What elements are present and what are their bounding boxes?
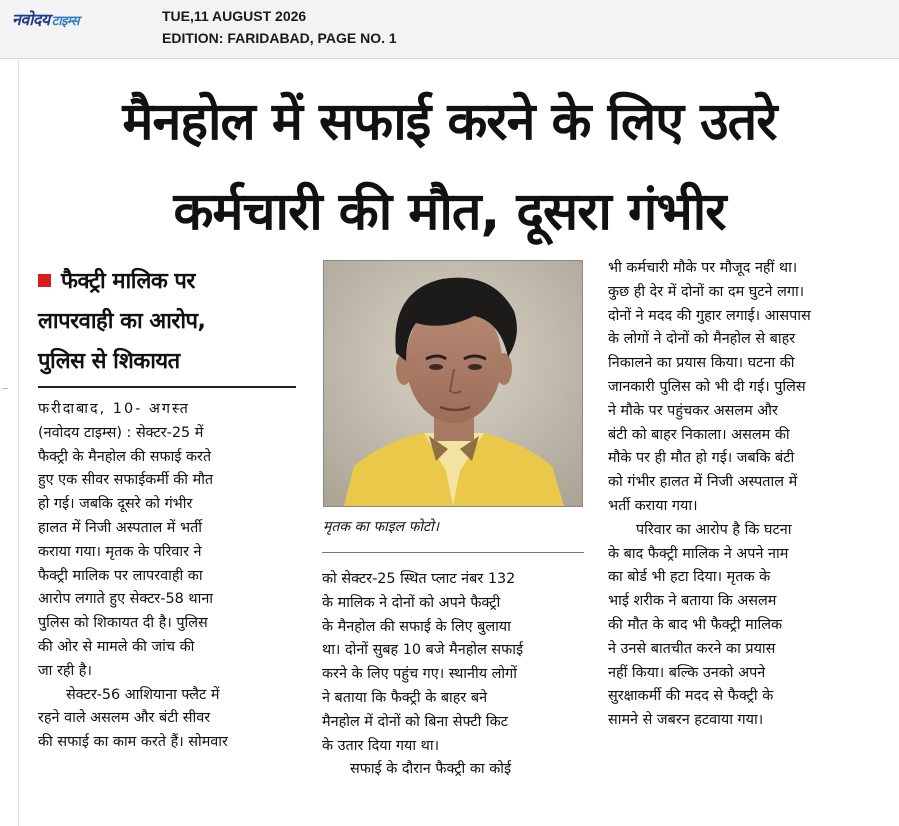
article-line: भर्ती कराया गया। [608, 497, 698, 514]
article-line: का बोर्ड भी हटा दिया। मृतक के [608, 569, 771, 586]
article-line: सामने से जबरन हटवाया गया। [608, 712, 764, 729]
edition-info: EDITION: FARIDABAD, PAGE NO. 1 [162, 30, 397, 46]
article-line: (नवोदय टाइम्स) : सेक्टर-25 में [38, 424, 204, 441]
article-line: नहीं किया। बल्कि उनको अपने [608, 664, 766, 681]
article-line: था। दोनों सुबह 10 बजे मैनहोल सफाई [322, 642, 524, 659]
logo-sub-text: टाइम्स [51, 14, 80, 29]
article-line: जा रही है। [38, 662, 92, 679]
headline-line-1: मैनहोल में सफाई करने के लिए उतरे [122, 92, 777, 152]
article-line: रहने वाले असलम और बंटी सीवर [38, 710, 211, 727]
article-line: के मालिक ने दोनों को अपने फैक्ट्री [322, 594, 501, 611]
article-line: आरोप लगाते हुए सेक्टर-58 थाना [38, 591, 214, 608]
article-line: सफाई के दौरान फैक्ट्री का कोई [350, 761, 512, 778]
article-line: सुरक्षाकर्मी की मदद से फैक्ट्री के [608, 688, 774, 705]
newspaper-logo[interactable] [12, 8, 79, 30]
article-line: करने के लिए पहुंच गए। स्थानीय लोगों [322, 666, 517, 683]
photo-caption: मृतक का फाइल फोटो। [323, 519, 440, 535]
subheadline-line-2: लापरवाही का आरोप, [38, 309, 206, 334]
article-line: कुछ ही देर में दोनों का दम घुटने लगा। [608, 283, 805, 300]
subheadline [38, 262, 300, 382]
article-line: पुलिस को शिकायत दी है। पुलिस [38, 615, 208, 632]
portrait-photo-icon [324, 261, 582, 506]
article-line: ने बताया कि फैक्ट्री के बाहर बने [322, 689, 488, 706]
article-line: फैक्ट्री के मैनहोल की सफाई करते [38, 448, 212, 465]
article-line: सेक्टर-56 आशियाना फ्लैट में [66, 686, 220, 703]
article-line: के मैनहोल की सफाई के लिए बुलाया [322, 618, 511, 635]
article-line: मौके पर ही मौत हो गई। जबकि बंटी [608, 450, 795, 467]
article-line: ने उनसे बातचीत करने का प्रयास [608, 640, 776, 657]
article-column-2 [322, 568, 586, 782]
article-line: के बाद फैक्ट्री मालिक ने अपने नाम [608, 545, 789, 562]
article-line: की सफाई का काम करते हैं। सोमवार [38, 734, 228, 751]
subheadline-line-3: पुलिस से शिकायत [38, 349, 180, 374]
article-line: कराया गया। मृतक के परिवार ने [38, 543, 202, 560]
article-line: की ओर से मामले की जांच की [38, 638, 195, 655]
issue-date: TUE,11 AUGUST 2026 [162, 8, 307, 24]
article-line: को गंभीर हालत में निजी अस्पताल में [608, 474, 798, 491]
article-line: भी कर्मचारी मौके पर मौजूद नहीं था। [608, 260, 798, 276]
article-line: फैक्ट्री मालिक पर लापरवाही का [38, 567, 203, 584]
article-line: भाई शरीक ने बताया कि असलम [608, 593, 777, 610]
article-line: दोनों ने मदद की गुहार लगाई। आसपास [608, 307, 811, 324]
article-line: के उतार दिया गया था। [322, 737, 440, 754]
subheadline-divider [38, 386, 296, 388]
article-line: हालत में निजी अस्पताल में भर्ती [38, 519, 203, 536]
article-line: हुए एक सीवर सफाईकर्मी की मौत [38, 472, 214, 489]
article-line: मैनहोल में दोनों को बिना सेफ्टी किट [322, 713, 508, 730]
article-line: जानकारी पुलिस को भी दी गई। पुलिस [608, 378, 806, 395]
red-bullet-icon [38, 274, 51, 287]
article-line: की मौत के बाद भी फैक्ट्री मालिक [608, 616, 783, 633]
article-line: फरीदाबाद, 10- अगस्त [38, 401, 190, 417]
caption-divider [322, 552, 584, 553]
article-line: को सेक्टर-25 स्थित प्लाट नंबर 132 [322, 571, 516, 587]
article-line: परिवार का आरोप है कि घटना [636, 521, 792, 538]
article-line: हो गई। जबकि दूसरे को गंभीर [38, 496, 193, 513]
article-column-1 [38, 398, 300, 755]
subheadline-line-1: फैक्ट्री मालिक पर [38, 262, 300, 302]
article-column-3 [608, 257, 876, 733]
article-line: बंटी को बाहर निकाला। असलम की [608, 426, 790, 443]
headline-line-2: कर्मचारी की मौत, दूसरा गंभीर [173, 182, 726, 242]
deceased-photo [323, 260, 583, 507]
article-line: निकालने का प्रयास किया। घटना की [608, 355, 795, 372]
margin-mark [2, 388, 8, 389]
logo-main-text: नवोदय [12, 10, 50, 29]
article-line: ने मौके पर पहुंचकर असलम और [608, 402, 778, 419]
article-line: के लोगों ने दोनों को मैनहोल से बाहर [608, 331, 796, 348]
epaper-header [0, 0, 899, 59]
